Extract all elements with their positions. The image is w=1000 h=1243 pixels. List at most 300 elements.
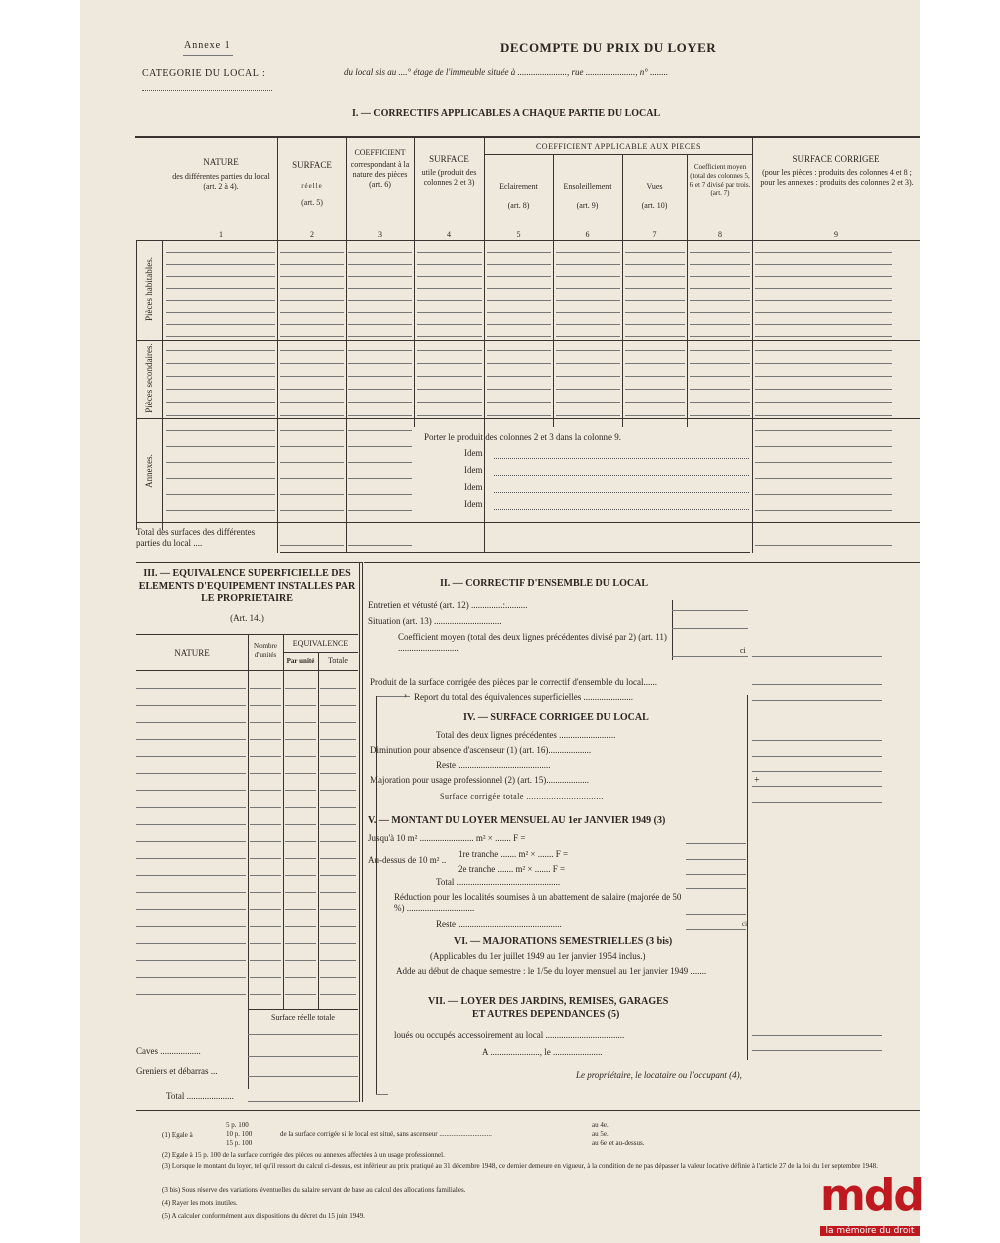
entry-line xyxy=(755,324,892,325)
form-page: Annexe 1 DECOMPTE DU PRIX DU LOYER CATEGORIE DU LOCAL : du local sis au ....° étage de l'immeuble située à ......................, rue ......................, n° ........ I. — CORRECTIFS APPLICABLES A CHAQUE PARTIE DU LOCAL NATURE des différentes parties du local (art. 2 à 4). SURFACE réelle (art. 5) COEFFICIENT correspondant à la nature des pièces (art. 6) SURFACE utile (produit des colonnes 2 et 3) COEFFICIENT APPLICABLE AUX PIECES Eclairement (art. 8) Ensoleillement (art. 9) Vues (art. 10) Coefficient moyen (total des colonnes 5, 6 et 7 divisé par trois. (art. 7) SURFACE CORRIGEE (pour les pièces : produits des colonnes 4 et 8 ; pour les annexes : produits des colonnes 2 et 3). 1 2 3 4 5 6 7 8 9 Pièces habitables. Pièces secondaires. Annexes. Porter le produit des colonnes 2 et 3 dans la colonne 9. Idem Idem Idem Idem Total des surfaces des différentes parties du local .... III. — EQUIVALENCE SUPERFICIELLE DES ELEMENTS D'EQUIPEMENT INSTALLES PAR LE PROPRIETAIRE (Art. 14.) NATURE Nombre d'unités EQUIVALENCE Par unité Totale Surface réelle totale Caves .................. Greniers et débarras ... Total ..................... II. — CORRECTIF D'ENSEMBLE DU LOCAL Entretien et vétusté (art. 12) ..............:.......... Situation (art. 13) .............................. Coefficient moyen (total des deux lignes précédentes divisé par 2) (art. 11) ........................... ci Produit de la surface corrigée des pièces par le correctif d'ensemble du local...... Report du total des équivalences superficielles ...................... › IV. — SURFACE CORRIGEE DU LOCAL Total des deux lignes précédentes ......................... Diminution pour absence d'ascenseur (1) (art. 16)................... Reste ......................................... Majoration pour usage professionnel (2) (art. 15)................... + Surface corrigée totale ............................... V. — MONTANT DU LOYER MENSUEL AU 1er JANVIER 1949 (3) Jusqu'à 10 m² ........................ m² × ....... F = Au-dessus de 10 m² .. 1re tranche ....... m² × ....... F = 2e tranche ....... m² × ....... F = Total .............................................. Réduction pour les localités soumises à un abattement de salaire (majorée de 50 %) .............................. Reste .............................................. ci VI. — MAJORATIONS SEMESTRIELLES (3 bis) (Applicables du 1er juillet 1949 au 1er janvier 1954 inclus.) Adde au début de chaque semestre : le 1/5e du loyer mensuel au 1er janvier 1949 ....... VII. — LOYER DES JARDINS, REMISES, GARAGES ET AUTRES DEPENDANCES (5) loués ou occupés accessoirement au local ................................... A ......................, le ...................... Le propriétaire, le locataire ou l'occupant (4), (1) Egale à 5 p. 100 10 p. 100 15 p. 100 de la surface corrigée si le local est situé, sans ascenseur .............................. au 4e. au 5e. au 6e et au-dessus. (2) Egale à 15 p. 100 de la surface corrigée des pièces ou annexes affectées à un usage professionnel. (3) Lorsque le montant du loyer, tel qu'il ressort du calcul ci-dessus, est inférieur au prix pratiqué au 31 décembre 1948, ce dernier demeure en vigueur, à la condition de ne pas dépasser la valeur locative définie à l'article 27 de la loi du 1er septembre 1948. (3 bis) Sous réserve des variations éventuelles du salaire servant de base au calcul des allocations familiales. (4) Rayer les mots inutiles. (5) A calculer conformément aux dispositions du décret du 15 juin 1949. xyxy=(80,0,920,1243)
entry-line xyxy=(625,312,685,313)
entry-line xyxy=(755,252,892,253)
entry-line xyxy=(250,977,281,978)
entry-line xyxy=(166,478,275,479)
section7-title1: VII. — LOYER DES JARDINS, REMISES, GARAGES xyxy=(428,996,669,1007)
entry-line xyxy=(487,336,551,337)
entry-line xyxy=(348,446,412,447)
col1-header: NATURE xyxy=(203,157,239,167)
section4-title: IV. — SURFACE CORRIGEE DU LOCAL xyxy=(463,712,649,723)
col-num-3: 3 xyxy=(378,230,382,239)
entry-line xyxy=(487,252,551,253)
entry-line xyxy=(136,994,246,995)
entry-line xyxy=(625,288,685,289)
s5-tranche1: 1re tranche ....... m² × ....... F = xyxy=(458,849,569,859)
entry-line xyxy=(625,276,685,277)
entry-line xyxy=(417,376,482,377)
amount-line xyxy=(752,786,882,787)
entry-line xyxy=(348,389,412,390)
s2-coef-moyen: Coefficient moyen (total des deux lignes précédentes divisé par 2) (art. 11) ........................... xyxy=(398,632,667,654)
col-num-5: 5 xyxy=(516,230,521,239)
s3-equivalence-header: EQUIVALENCE xyxy=(292,639,349,648)
entry-line xyxy=(755,336,892,337)
entry-line xyxy=(285,756,316,757)
entry-line xyxy=(348,312,412,313)
s3-totale-header: Totale xyxy=(328,656,348,665)
entry-line xyxy=(285,909,316,910)
entry-line xyxy=(166,276,275,277)
entry-line xyxy=(136,943,246,944)
entry-line xyxy=(348,376,412,377)
entry-line xyxy=(348,300,412,301)
fn1-prefix: (1) Egale à xyxy=(162,1131,193,1139)
entry-line xyxy=(250,722,281,723)
entry-line xyxy=(417,264,482,265)
porter-instruction: Porter le produit des colonnes 2 et 3 dans la colonne 9. xyxy=(424,432,621,442)
entry-line xyxy=(250,790,281,791)
entry-line xyxy=(556,288,620,289)
entry-line xyxy=(348,336,412,337)
entry-line xyxy=(348,350,412,351)
entry-line xyxy=(280,494,344,495)
s3-caves: Caves .................. xyxy=(136,1046,201,1056)
entry-line xyxy=(320,739,356,740)
fn1-floor-2: au 5e. xyxy=(592,1130,609,1138)
entry-line xyxy=(755,264,892,265)
amount-line xyxy=(752,700,882,701)
s7-signature: Le propriétaire, le locataire ou l'occupant (4), xyxy=(576,1070,742,1080)
entry-line xyxy=(556,402,620,403)
document-title: DECOMPTE DU PRIX DU LOYER xyxy=(500,40,717,55)
entry-line xyxy=(250,824,281,825)
s3-greniers: Greniers et débarras ... xyxy=(136,1066,218,1076)
entry-line xyxy=(417,276,482,277)
entry-line xyxy=(250,705,281,706)
entry-line xyxy=(280,264,344,265)
entry-line xyxy=(136,892,246,893)
s2-situation: Situation (art. 13) .............................. xyxy=(368,616,502,626)
s5-reduction: Réduction pour les localités soumises à un abattement de salaire (majorée de 50 %) .............................. xyxy=(394,892,682,914)
entry-line xyxy=(280,288,344,289)
entry-line xyxy=(280,402,344,403)
entry-line xyxy=(755,312,892,313)
entry-line xyxy=(285,960,316,961)
col5-header: Eclairement xyxy=(499,182,538,191)
entry-line xyxy=(625,300,685,301)
entry-line xyxy=(417,402,482,403)
entry-line xyxy=(250,943,281,944)
entry-line xyxy=(285,705,316,706)
entry-line xyxy=(280,376,344,377)
entry-line xyxy=(136,790,246,791)
entry-line xyxy=(556,324,620,325)
entry-line xyxy=(690,300,750,301)
entry-line xyxy=(250,807,281,808)
entry-line xyxy=(285,807,316,808)
entry-line xyxy=(690,363,750,364)
entry-line xyxy=(136,773,246,774)
entry-line xyxy=(250,739,281,740)
s2-ci: ci xyxy=(740,646,746,655)
entry-line xyxy=(285,875,316,876)
entry-line xyxy=(136,705,246,706)
amount-line xyxy=(752,740,882,741)
fn5: (5) A calculer conformément aux dispositions du décret du 15 juin 1949. xyxy=(162,1212,365,1220)
entry-line xyxy=(487,402,551,403)
entry-line xyxy=(285,892,316,893)
entry-line xyxy=(690,276,750,277)
s4-majoration: Majoration pour usage professionnel (2) (art. 15)................... xyxy=(370,775,589,785)
entry-line xyxy=(250,841,281,842)
col2-art: (art. 5) xyxy=(301,198,323,207)
entry-line xyxy=(690,312,750,313)
col-num-4: 4 xyxy=(447,230,451,239)
section6-title: VI. — MAJORATIONS SEMESTRIELLES (3 bis) xyxy=(454,936,673,947)
entry-line xyxy=(285,943,316,944)
col2-header: SURFACE xyxy=(292,160,332,170)
amount-line xyxy=(752,756,882,757)
entry-line xyxy=(556,350,620,351)
entry-line xyxy=(280,462,344,463)
entry-line xyxy=(417,312,482,313)
entry-line xyxy=(136,807,246,808)
entry-line xyxy=(755,288,892,289)
entry-line xyxy=(320,824,356,825)
fn1-mid: de la surface corrigée si le local est situé, sans ascenseur .............................. xyxy=(280,1130,492,1138)
entry-line xyxy=(285,773,316,774)
entry-line xyxy=(487,264,551,265)
col6-art: (art. 9) xyxy=(576,201,599,210)
entry-line xyxy=(320,909,356,910)
entry-line xyxy=(166,288,275,289)
col-num-7: 7 xyxy=(652,230,657,239)
idem-2: Idem xyxy=(464,465,483,475)
entry-line xyxy=(348,264,412,265)
entry-line xyxy=(755,494,892,495)
entry-line xyxy=(280,545,344,546)
entry-line xyxy=(417,288,482,289)
entry-line xyxy=(417,363,482,364)
entry-line xyxy=(417,324,482,325)
entry-line xyxy=(285,790,316,791)
entry-line xyxy=(625,389,685,390)
entry-line xyxy=(348,252,412,253)
entry-line xyxy=(136,977,246,978)
section2-title: II. — CORRECTIF D'ENSEMBLE DU LOCAL xyxy=(440,578,648,589)
entry-line xyxy=(280,430,344,431)
s3-nombre-header: Nombre d'unités xyxy=(254,642,277,659)
entry-line xyxy=(280,312,344,313)
entry-line xyxy=(166,252,275,253)
entry-line xyxy=(166,494,275,495)
entry-line xyxy=(348,545,412,546)
entry-line xyxy=(755,478,892,479)
entry-line xyxy=(320,926,356,927)
s5-tranche2: 2e tranche ....... m² × ....... F = xyxy=(458,864,566,874)
entry-line xyxy=(556,363,620,364)
idem-4: Idem xyxy=(464,499,483,509)
col8-header: Coefficient moyen (total des colonnes 5, 6 et 7 divisé par trois. (art. 7) xyxy=(689,163,751,198)
col3-header: COEFFICIENT xyxy=(354,148,406,157)
entry-line xyxy=(250,909,281,910)
entry-line xyxy=(320,977,356,978)
group-pieces-habitables: Pièces habitables. xyxy=(144,257,154,321)
entry-line xyxy=(320,807,356,808)
entry-line xyxy=(755,376,892,377)
s3-surface-reelle-header: Surface réelle totale xyxy=(271,1013,335,1022)
s4-reste: Reste ......................................... xyxy=(436,760,551,770)
entry-line xyxy=(755,300,892,301)
col4-header: SURFACE xyxy=(429,154,469,164)
entry-line xyxy=(556,276,620,277)
entry-line xyxy=(166,446,275,447)
entry-line xyxy=(690,264,750,265)
entry-line xyxy=(166,430,275,431)
entry-line xyxy=(320,790,356,791)
entry-line xyxy=(755,415,892,416)
entry-line xyxy=(487,363,551,364)
entry-line xyxy=(250,773,281,774)
entry-line xyxy=(280,363,344,364)
entry-line xyxy=(166,415,275,416)
amount-line xyxy=(752,771,882,772)
entry-line xyxy=(417,389,482,390)
entry-line xyxy=(285,739,316,740)
address-line: du local sis au ....° étage de l'immeuble située à ......................, rue ......................, n° ........ xyxy=(344,67,669,77)
entry-line xyxy=(280,324,344,325)
entry-line xyxy=(320,994,356,995)
entry-line xyxy=(690,288,750,289)
entry-line xyxy=(690,376,750,377)
entry-line xyxy=(280,389,344,390)
categorie-label: CATEGORIE DU LOCAL : xyxy=(142,68,266,79)
entry-line xyxy=(556,389,620,390)
s7-loues: loués ou occupés accessoirement au local ................................... xyxy=(394,1030,625,1040)
entry-line xyxy=(250,960,281,961)
fn1-val-1: 5 p. 100 xyxy=(226,1121,249,1129)
col-num-1: 1 xyxy=(219,230,223,239)
amount-line xyxy=(752,802,882,803)
fn1-floor-3: au 6e et au-dessus. xyxy=(592,1139,645,1147)
entry-line xyxy=(690,252,750,253)
entry-line xyxy=(285,977,316,978)
entry-line xyxy=(755,363,892,364)
entry-line xyxy=(280,478,344,479)
entry-line xyxy=(625,415,685,416)
entry-line xyxy=(487,276,551,277)
entry-line xyxy=(320,705,356,706)
col-num-9: 9 xyxy=(834,230,838,239)
entry-line xyxy=(285,994,316,995)
entry-line xyxy=(556,312,620,313)
entry-line xyxy=(166,402,275,403)
entry-line xyxy=(755,350,892,351)
fn1-val-2: 10 p. 100 xyxy=(226,1130,253,1138)
entry-line xyxy=(625,264,685,265)
col4-sub: utile (produit des colonnes 2 et 3) xyxy=(421,168,477,187)
s5-jusqua: Jusqu'à 10 m² ........................ m² × ....... F = xyxy=(368,833,526,843)
idem-3: Idem xyxy=(464,482,483,492)
s7-a-le: A ......................, le ...................... xyxy=(482,1047,603,1057)
entry-line xyxy=(285,722,316,723)
entry-line xyxy=(136,722,246,723)
coef-group-header: COEFFICIENT APPLICABLE AUX PIECES xyxy=(535,142,702,151)
section5-title: V. — MONTANT DU LOYER MENSUEL AU 1er JANVIER 1949 (3) xyxy=(368,815,666,826)
section3-art: (Art. 14.) xyxy=(230,613,264,623)
entry-line xyxy=(136,824,246,825)
entry-line xyxy=(755,402,892,403)
fn1-val-3: 15 p. 100 xyxy=(226,1139,253,1147)
entry-line xyxy=(285,688,316,689)
fn4: (4) Rayer les mots inutiles. xyxy=(162,1199,238,1207)
group-pieces-secondaires: Pièces secondaires. xyxy=(144,343,154,413)
entry-line xyxy=(250,994,281,995)
entry-line xyxy=(556,336,620,337)
entry-line xyxy=(487,389,551,390)
entry-line xyxy=(250,858,281,859)
entry-line xyxy=(320,875,356,876)
entry-line xyxy=(690,350,750,351)
entry-line xyxy=(417,336,482,337)
entry-line xyxy=(755,446,892,447)
entry-line xyxy=(250,756,281,757)
col-num-6: 6 xyxy=(585,230,590,239)
mdd-logo xyxy=(820,1170,1000,1238)
fn3bis: (3 bis) Sous réserve des variations éventuelles du salaire servant de base au calcul des allocations familiales. xyxy=(162,1186,466,1194)
entry-line xyxy=(136,858,246,859)
entry-line xyxy=(320,841,356,842)
entry-line xyxy=(320,858,356,859)
section1-title: I. — CORRECTIFS APPLICABLES A CHAQUE PARTIE DU LOCAL xyxy=(352,108,661,119)
entry-line xyxy=(348,276,412,277)
entry-line xyxy=(136,926,246,927)
section3-title: III. — EQUIVALENCE SUPERFICIELLE DES ELEMENTS D'EQUIPEMENT INSTALLES PAR LE PROPRIETAIRE xyxy=(138,568,356,604)
s3-par-unite-header: Par unité xyxy=(286,657,315,665)
entry-line xyxy=(348,462,412,463)
entry-line xyxy=(755,462,892,463)
entry-line xyxy=(320,688,356,689)
entry-line xyxy=(755,389,892,390)
entry-line xyxy=(487,415,551,416)
col2-sub: réelle xyxy=(301,182,323,190)
s5-total: Total .............................................. xyxy=(436,877,561,887)
col7-art: (art. 10) xyxy=(641,201,668,210)
entry-line xyxy=(625,376,685,377)
entry-line xyxy=(487,324,551,325)
entry-line xyxy=(166,264,275,265)
entry-line xyxy=(166,462,275,463)
entry-line xyxy=(556,300,620,301)
entry-line xyxy=(285,858,316,859)
entry-line xyxy=(166,300,275,301)
entry-line xyxy=(625,402,685,403)
entry-line xyxy=(348,288,412,289)
amount-line xyxy=(752,656,882,657)
entry-line xyxy=(320,756,356,757)
entry-line xyxy=(280,276,344,277)
section7-title2: ET AUTRES DEPENDANCES (5) xyxy=(472,1009,620,1020)
entry-line xyxy=(136,909,246,910)
s5-ci: ci xyxy=(742,920,748,928)
col9-header: SURFACE CORRIGEE xyxy=(792,154,880,164)
s4-surface-totale: Surface corrigée totale ............................... xyxy=(440,792,604,801)
entry-line xyxy=(285,926,316,927)
entry-line xyxy=(136,960,246,961)
s6-applicables: (Applicables du 1er juillet 1949 au 1er janvier 1954 inclus.) xyxy=(430,951,646,961)
entry-line xyxy=(136,841,246,842)
entry-line xyxy=(280,252,344,253)
col6-header: Ensoleillement xyxy=(563,182,612,191)
idem-1: Idem xyxy=(464,448,483,458)
s6-adde: Adde au début de chaque semestre : le 1/5e du loyer mensuel au 1er janvier 1949 ....... xyxy=(396,966,707,976)
entry-line xyxy=(136,739,246,740)
entry-line xyxy=(348,478,412,479)
fn3: (3) Lorsque le montant du loyer, tel qu'il ressort du calcul ci-dessus, est inférieur au prix pratiqué au 31 décembre 1948, ce dernier demeure en vigueur, à la condition de ne pas dépasser la valeur locative définie à l'article 27 de la loi du 1er septembre 1948. xyxy=(162,1162,878,1170)
entry-line xyxy=(285,824,316,825)
entry-line xyxy=(625,363,685,364)
entry-line xyxy=(136,688,246,689)
entry-line xyxy=(250,892,281,893)
s2-report: Report du total des équivalences superficielles ...................... xyxy=(414,692,633,702)
amount-line xyxy=(752,684,882,685)
col-num-8: 8 xyxy=(718,230,722,239)
entry-line xyxy=(556,376,620,377)
col1-sub: des différentes parties du local (art. 2 à 4). xyxy=(172,172,270,191)
fn1-floor-1: au 4e. xyxy=(592,1121,609,1129)
entry-line xyxy=(280,336,344,337)
entry-line xyxy=(556,415,620,416)
entry-line xyxy=(487,350,551,351)
s2-entretien: Entretien et vétusté (art. 12) ..............:.......... xyxy=(368,600,528,610)
entry-line xyxy=(487,300,551,301)
entry-line xyxy=(320,960,356,961)
entry-line xyxy=(280,350,344,351)
col9-sub: (pour les pièces : produits des colonnes 4 et 8 ; pour les annexes : produits des colonnes 2 et 3). xyxy=(760,168,914,187)
entry-line xyxy=(136,875,246,876)
entry-line xyxy=(417,252,482,253)
col7-header: Vues xyxy=(646,182,663,191)
entry-line xyxy=(285,841,316,842)
entry-line xyxy=(166,350,275,351)
entry-line xyxy=(250,688,281,689)
entry-line xyxy=(625,252,685,253)
entry-line xyxy=(417,415,482,416)
entry-line xyxy=(166,389,275,390)
entry-line xyxy=(166,336,275,337)
s4-diminution: Diminution pour absence d'ascenseur (1) (art. 16)................... xyxy=(370,745,592,755)
entry-line xyxy=(625,336,685,337)
entry-line xyxy=(166,376,275,377)
col5-art: (art. 8) xyxy=(507,201,530,210)
entry-line xyxy=(320,892,356,893)
s3-total: Total ..................... xyxy=(166,1091,234,1101)
entry-line xyxy=(348,430,412,431)
entry-line xyxy=(166,510,275,511)
s4-total2: Total des deux lignes précédentes ......................... xyxy=(436,730,616,740)
entry-line xyxy=(690,389,750,390)
total-surfaces-label: Total des surfaces des différentes parties du local .... xyxy=(136,527,256,549)
entry-line xyxy=(755,430,892,431)
entry-line xyxy=(348,510,412,511)
entry-line xyxy=(166,363,275,364)
entry-line xyxy=(136,756,246,757)
entry-line xyxy=(690,324,750,325)
entry-line xyxy=(755,545,892,546)
entry-line xyxy=(690,415,750,416)
col-num-2: 2 xyxy=(310,230,314,239)
entry-line xyxy=(348,415,412,416)
entry-line xyxy=(625,350,685,351)
